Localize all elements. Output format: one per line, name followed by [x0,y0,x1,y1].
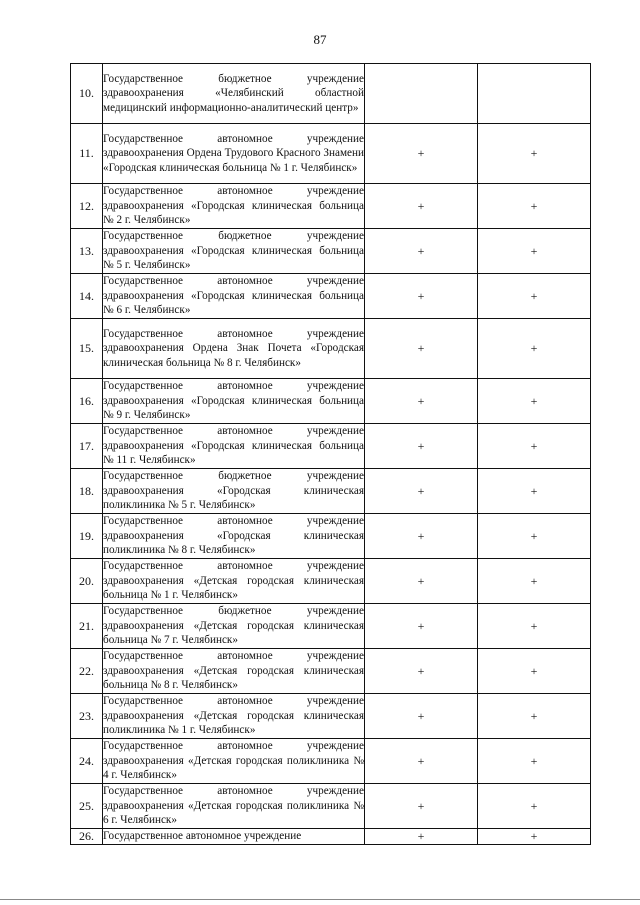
mark-col-a: + [365,739,478,784]
mark-col-a: + [365,319,478,379]
row-number: 11. [71,124,103,184]
mark-col-b [478,64,591,124]
institution-name: Государственное автономное учреждение здравоохранения «Детская городская клиническая больница № 8 г. Челябинск» [103,649,365,694]
table-row [71,64,591,124]
institution-name: Государственное автономное учреждение здравоохранения «Городская клиническая больница № 2 г. Челябинск» [103,184,365,229]
mark-col-a: + [365,604,478,649]
row-number: 26. [71,829,103,845]
table-row [71,379,591,424]
row-number: 21. [71,604,103,649]
row-number: 13. [71,229,103,274]
table-row [71,184,591,229]
mark-col-b: + [478,784,591,829]
table-row [71,559,591,604]
mark-col-b: + [478,124,591,184]
institution-name: Государственное автономное учреждение здравоохранения «Детская городская клиническая поликлиника № 1 г. Челябинск» [103,694,365,739]
mark-col-a: + [365,184,478,229]
row-number: 22. [71,649,103,694]
institution-name: Государственное автономное учреждение здравоохранения «Городская клиническая поликлиника № 8 г. Челябинск» [103,514,365,559]
table-row [71,319,591,379]
mark-col-a: + [365,559,478,604]
institution-name: Государственное бюджетное учреждение здравоохранения «Челябинский областной медицинский информационно-аналитический центр» [103,64,365,124]
institution-name: Государственное автономное учреждение здравоохранения «Детская городская поликлиника № 4 г. Челябинск» [103,739,365,784]
table-row [71,469,591,514]
mark-col-a: + [365,229,478,274]
institution-name: Государственное автономное учреждение [103,829,365,845]
mark-col-b: + [478,694,591,739]
page-number: 87 [313,32,327,47]
mark-col-b: + [478,604,591,649]
mark-col-a: + [365,274,478,319]
row-number: 10. [71,64,103,124]
mark-col-a: + [365,124,478,184]
mark-col-a: + [365,469,478,514]
row-number: 19. [71,514,103,559]
institution-name: Государственное бюджетное учреждение здравоохранения «Городская клиническая больница № 5 г. Челябинск» [103,229,365,274]
row-number: 15. [71,319,103,379]
mark-col-a: + [365,649,478,694]
row-number: 25. [71,784,103,829]
mark-col-b: + [478,424,591,469]
mark-col-b: + [478,739,591,784]
institution-name: Государственное автономное учреждение здравоохранения «Городская клиническая больница № 6 г. Челябинск» [103,274,365,319]
table-row [71,829,591,845]
mark-col-b: + [478,184,591,229]
row-number: 18. [71,469,103,514]
row-number: 24. [71,739,103,784]
table-row [71,739,591,784]
institution-name: Государственное автономное учреждение здравоохранения «Городская клиническая больница № 9 г. Челябинск» [103,379,365,424]
row-number: 16. [71,379,103,424]
row-number: 17. [71,424,103,469]
table-row [71,649,591,694]
institution-name: Государственное бюджетное учреждение здравоохранения «Детская городская клиническая больница № 7 г. Челябинск» [103,604,365,649]
institution-name: Государственное автономное учреждение здравоохранения Ордена Знак Почета «Городская клиническая больница № 8 г. Челябинск» [103,319,365,379]
row-number: 12. [71,184,103,229]
mark-col-a: + [365,784,478,829]
mark-col-a: + [365,514,478,559]
mark-col-b: + [478,229,591,274]
institution-name: Государственное автономное учреждение здравоохранения «Детская городская клиническая больница № 1 г. Челябинск» [103,559,365,604]
mark-col-b: + [478,514,591,559]
table-row [71,694,591,739]
row-number: 23. [71,694,103,739]
table-row [71,229,591,274]
mark-col-a: + [365,829,478,845]
table-row [71,124,591,184]
table-row [71,424,591,469]
table-row [71,274,591,319]
mark-col-a: + [365,424,478,469]
mark-col-b: + [478,469,591,514]
table-row [71,514,591,559]
mark-col-b: + [478,649,591,694]
institution-name: Государственное автономное учреждение здравоохранения «Городская клиническая больница № 11 г. Челябинск» [103,424,365,469]
institution-name: Государственное автономное учреждение здравоохранения «Детская городская поликлиника № 6 г. Челябинск» [103,784,365,829]
row-number: 20. [71,559,103,604]
institution-name: Государственное автономное учреждение здравоохранения Ордена Трудового Красного Знамени «Городская клиническая больница № 1 г. Челябинск» [103,124,365,184]
mark-col-b: + [478,274,591,319]
institution-name: Государственное бюджетное учреждение здравоохранения «Городская клиническая поликлиника № 5 г. Челябинск» [103,469,365,514]
mark-col-a [365,64,478,124]
table-row [71,604,591,649]
table-row [71,784,591,829]
page-bottom-edge [0,899,640,900]
mark-col-b: + [478,559,591,604]
mark-col-a: + [365,694,478,739]
row-number: 14. [71,274,103,319]
mark-col-b: + [478,379,591,424]
mark-col-b: + [478,829,591,845]
institutions-table [70,63,591,845]
mark-col-b: + [478,319,591,379]
mark-col-a: + [365,379,478,424]
